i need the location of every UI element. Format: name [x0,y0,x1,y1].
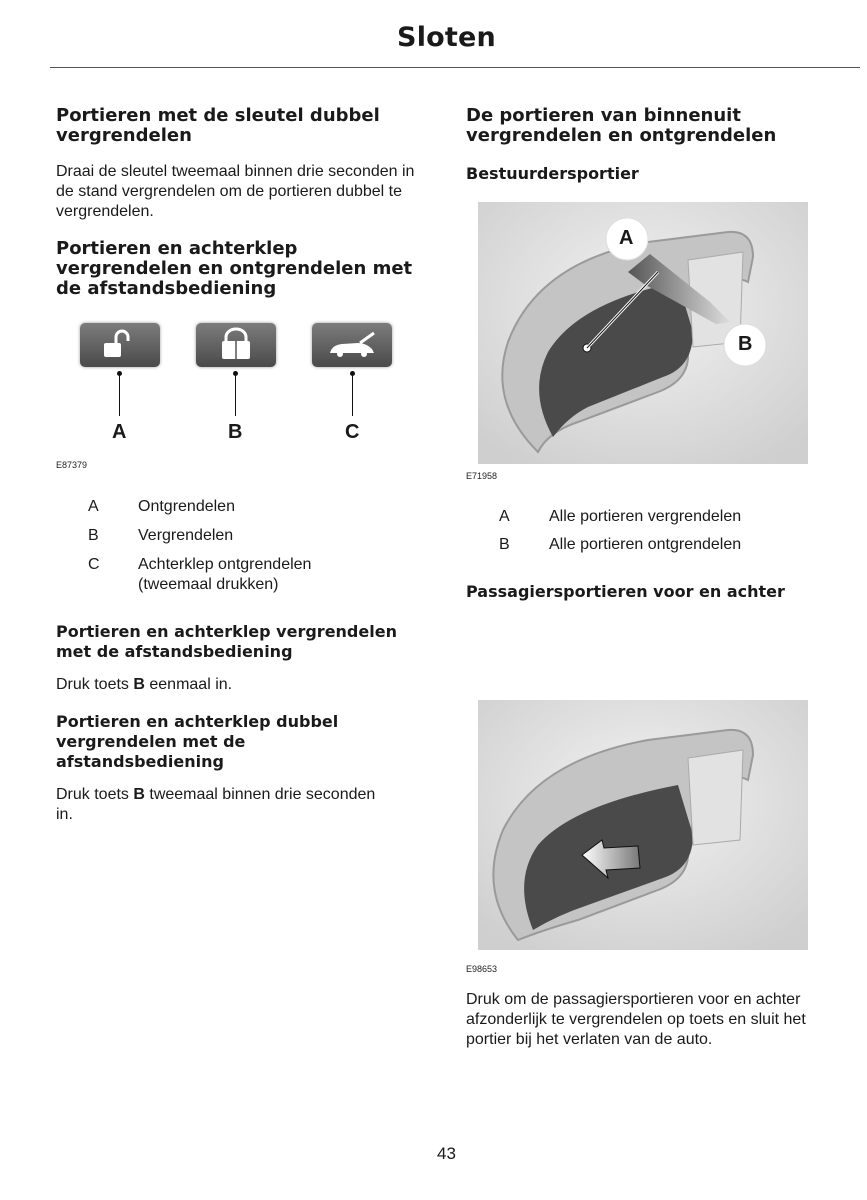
padlock-closed-icon [196,323,276,367]
subheading-driver-door: Bestuurdersportier [466,164,639,183]
legend-key: A [499,508,510,525]
car-tailgate-icon [312,323,392,367]
legend-key: A [88,498,99,515]
section-heading-remote: Portieren en achterklep vergrendelen en ontgrendelen met de afstandsbediening [56,238,413,299]
closing-paragraph: Druk om de passagiersportieren voor en achter afzonderlijk te vergrendelen op toets en sluit het portier bij het verlaten van de auto. [466,991,806,1048]
padlock-open-icon [80,323,160,367]
remote-button-unlock [80,323,160,367]
section-heading-interior: De portieren van binnenuit vergrendelen en ontgrendelen [466,105,777,146]
section-text-remote-lock: Druk toets B eenmaal in. [56,676,233,693]
legend-text: Alle portieren vergrendelen [549,508,742,525]
door-handle-illustration [478,700,808,950]
legend-text: Alle portieren ontgrendelen [549,536,742,553]
callout-line-c [352,374,353,416]
title-divider [50,67,860,68]
figure-code-e98653: E98653 [466,964,498,974]
legend-key: C [88,556,100,573]
section-heading-double-lock-key: Portieren met de sleutel dubbel vergrendelen [56,105,380,146]
figure-label-a: A [619,227,634,249]
page-number: 43 [437,1144,456,1163]
figure-code-e87379: E87379 [56,460,88,470]
figure-label-c: C [345,421,360,443]
section-heading-remote-lock: Portieren en achterklep vergrendelen met de afstandsbediening [56,622,397,661]
section-heading-remote-double-lock: Portieren en achterklep dubbel vergrendelen met de afstandsbediening [56,712,339,771]
figure-label-b: B [738,333,753,355]
section-text-remote-double-lock: Druk toets B tweemaal binnen drie seconden in. [56,786,376,823]
figure-code-e71958: E71958 [466,471,498,481]
remote-button-tailgate [312,323,392,367]
figure-passenger-door-handle [478,700,808,950]
legend-text: Achterklep ontgrendelen (tweemaal drukken) [138,556,312,593]
legend-text: Vergrendelen [138,527,234,544]
legend-key: B [499,536,510,553]
remote-button-lock [196,323,276,367]
subheading-passenger-doors: Passagiersportieren voor en achter [466,582,785,601]
door-handle-illustration [478,202,808,464]
figure-driver-door-handle [478,202,808,464]
legend-text: Ontgrendelen [138,498,235,515]
callout-line-a [119,374,120,416]
section-text-double-lock-key: Draai de sleutel tweemaal binnen drie seconden in de stand vergrendelen om de portieren dubbel te vergrendelen. [56,163,415,220]
page-title: Sloten [397,22,496,53]
figure-label-a: A [112,421,127,443]
callout-line-b [235,374,236,416]
figure-label-b: B [228,421,243,443]
legend-key: B [88,527,99,544]
